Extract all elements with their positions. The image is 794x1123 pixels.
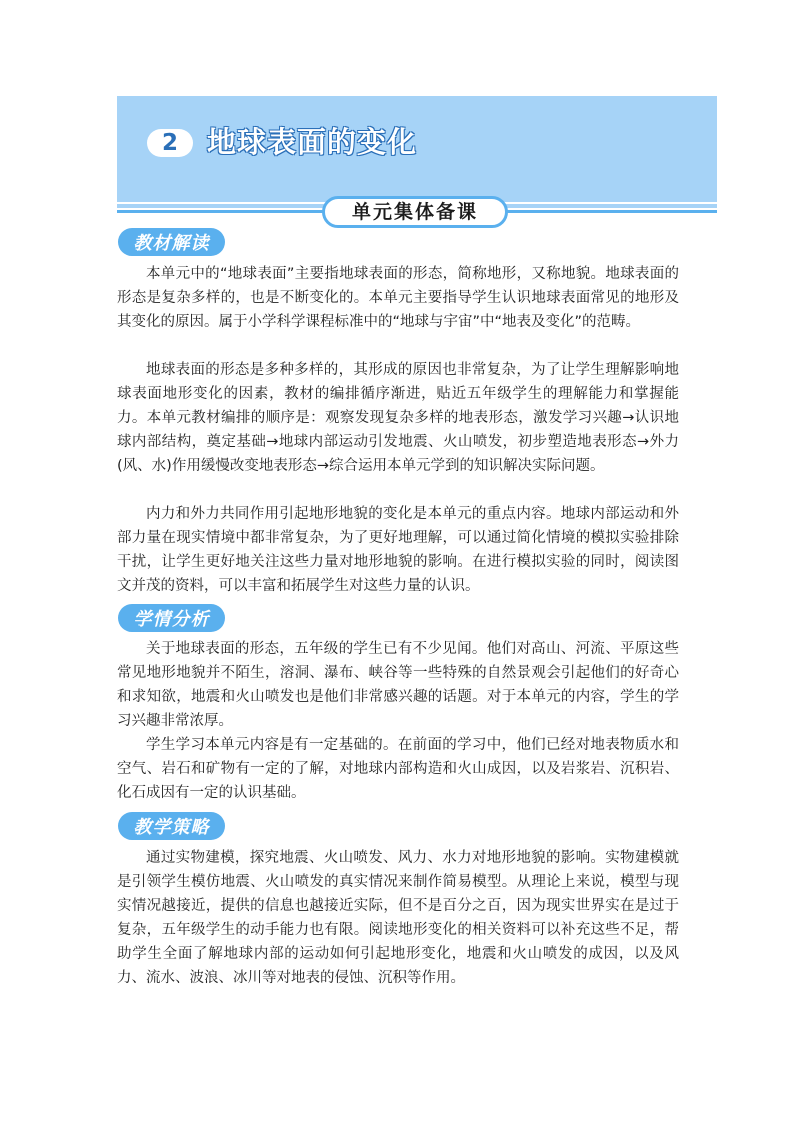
unit-title: 地球表面的变化: [207, 125, 418, 159]
paragraph: 学生学习本单元内容是有一定基础的。在前面的学习中，他们已经对地表物质水和空气、岩石和矿物有一定的了解，对地球内部构造和火山成因，以及岩浆岩、沉积岩、化石成因有一定的认识基础。: [117, 737, 679, 801]
paragraph: 本单元中的“地球表面”主要指地球表面的形态，简称地形，又称地貌。地球表面的形态是复杂多样的，也是不断变化的。本单元主要指导学生认识地球表面常见的地形及其变化的原因。属于小学科学课程标准中的“地球与宇宙”中“地表及变化”的范畴。: [117, 266, 679, 330]
section-badge-textbook: 教材解读: [118, 228, 225, 256]
section-badge-teaching-strategy: 教学策略: [118, 812, 225, 840]
paragraph: 内力和外力共同作用引起地形地貌的变化是本单元的重点内容。地球内部运动和外部力量在现实情境中都非常复杂，为了更好地理解，可以通过简化情境的模拟实验排除干扰，让学生更好地关注这些力量对地形地貌的影响。在进行模拟实验的同时，阅读图文并茂的资料，可以丰富和拓展学生对这些力量的认识。: [117, 506, 679, 594]
unit-subtitle-label: 单元集体备课: [322, 196, 508, 228]
unit-number-badge: 2: [147, 129, 193, 157]
unit-banner: [117, 96, 717, 202]
paragraph: 通过实物建模，探究地震、火山喷发、风力、水力对地形地貌的影响。实物建模就是引领学生模仿地震、火山喷发的真实情况来制作简易模型。从理论上来说，模型与现实情况越接近，提供的信息也越接近实际，但不是百分之百，因为现实世界实在是过于复杂，五年级学生的动手能力也有限。阅读地形变化的相关资料可以补充这些不足，帮助学生全面了解地球内部的运动如何引起地形变化，地震和火山喷发的成因，以及风力、流水、波浪、冰川等对地表的侵蚀、沉积等作用。: [117, 850, 679, 986]
section-badge-learner-analysis: 学情分析: [118, 604, 225, 632]
paragraph: 关于地球表面的形态，五年级的学生已有不少见闻。他们对高山、河流、平原这些常见地形地貌并不陌生，溶洞、瀑布、峡谷等一些特殊的自然景观会引起他们的好奇心和求知欲，地震和火山喷发也是他们非常感兴趣的话题。对于本单元的内容，学生的学习兴趣非常浓厚。: [117, 641, 679, 729]
paragraph: 地球表面的形态是多种多样的，其形成的原因也非常复杂，为了让学生理解影响地球表面地形变化的因素，教材的编排循序渐进，贴近五年级学生的理解能力和掌握能力。本单元教材编排的顺序是：观察发现复杂多样的地表形态，激发学习兴趣→认识地球内部结构，奠定基础→地球内部运动引发地震、火山喷发，初步塑造地表形态→外力(风、水)作用缓慢改变地表形态→综合运用本单元学到的知识解决实际问题。: [117, 362, 679, 474]
